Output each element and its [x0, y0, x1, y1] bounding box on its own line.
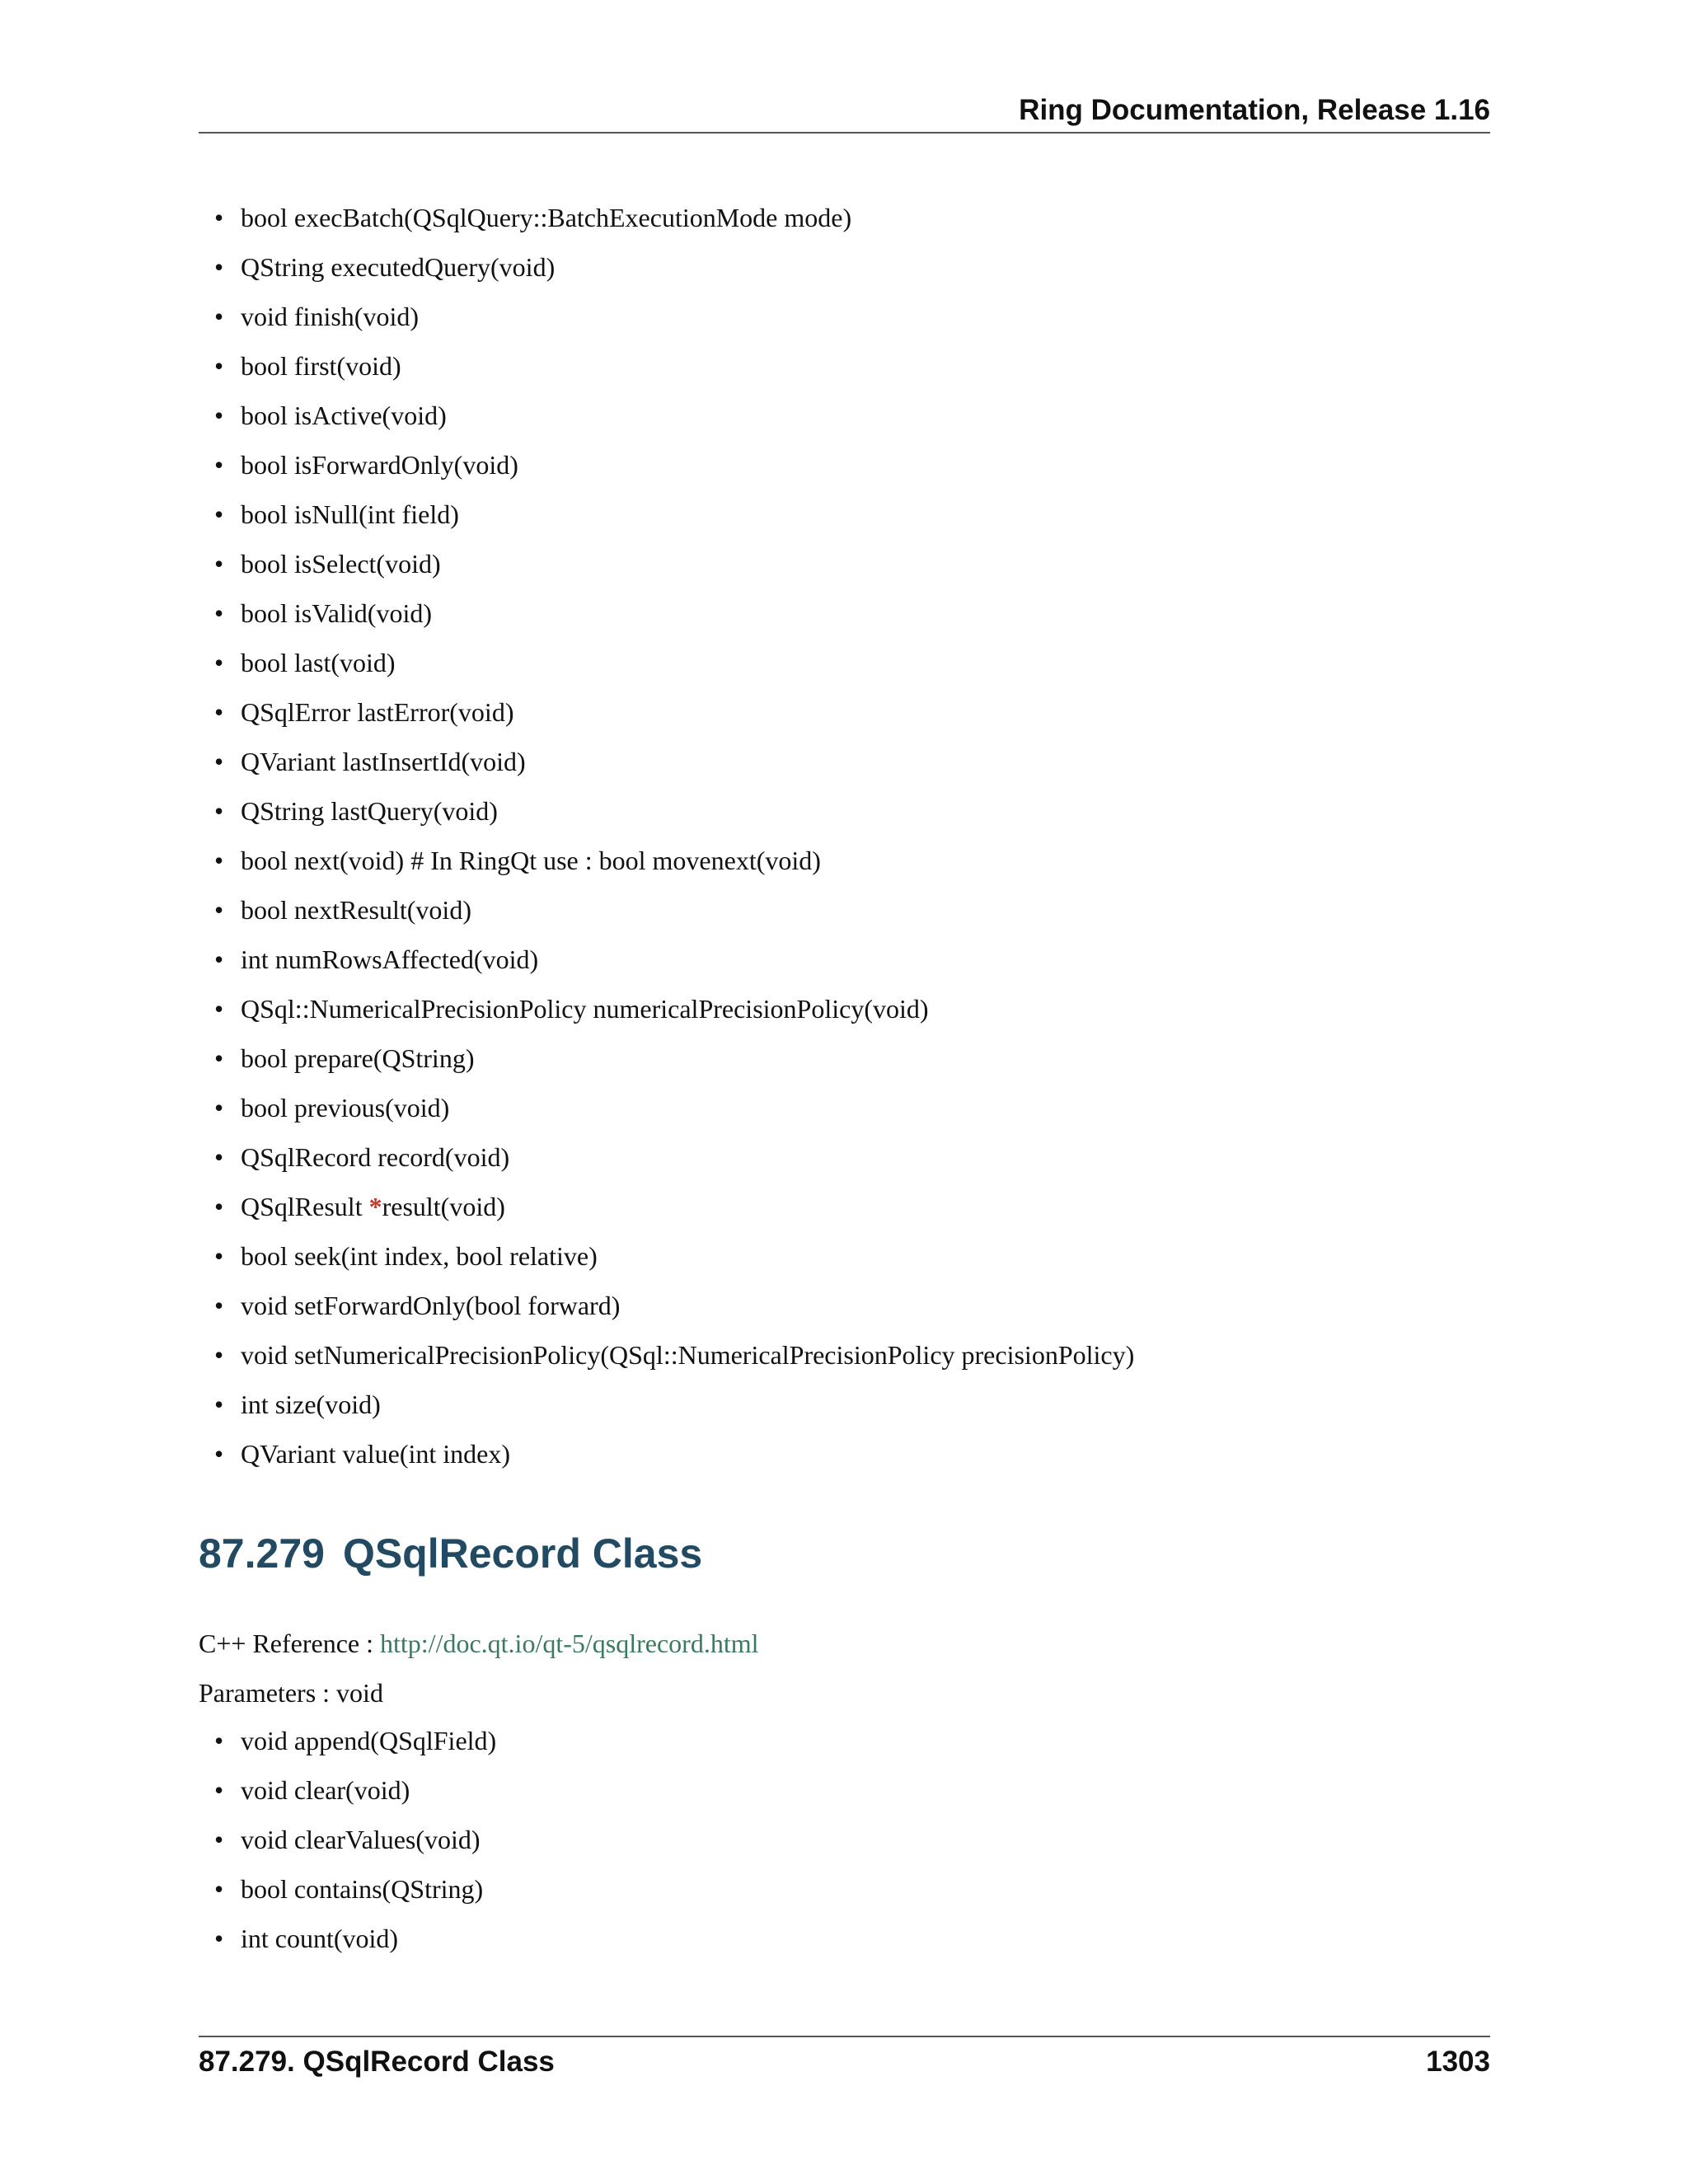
- bullet-icon: •: [214, 1340, 224, 1370]
- bullet-icon: •: [214, 648, 224, 677]
- method-item: • bool previous(void): [241, 1083, 1134, 1132]
- bullet-icon: •: [214, 846, 224, 875]
- method-item: • bool contains(QString): [241, 1864, 496, 1914]
- method-item: • QSql::NumericalPrecisionPolicy numericalPrecisionPolicy(void): [241, 984, 1134, 1033]
- bullet-icon: •: [214, 994, 224, 1024]
- bullet-icon: •: [214, 1775, 224, 1805]
- bullet-icon: •: [214, 796, 224, 826]
- section-title: QSqlRecord Class: [342, 1530, 703, 1577]
- bullet-icon: •: [214, 203, 224, 232]
- method-item: • int count(void): [241, 1914, 496, 1963]
- method-item: • bool isActive(void): [241, 391, 1134, 440]
- bullet-icon: •: [214, 1043, 224, 1073]
- bullet-icon: •: [214, 549, 224, 579]
- bullet-icon: •: [214, 1142, 224, 1172]
- bullet-icon: •: [214, 450, 224, 480]
- bullet-icon: •: [214, 351, 224, 381]
- method-item: • bool first(void): [241, 341, 1134, 391]
- method-item: • void append(QSqlField): [241, 1716, 496, 1765]
- qsqlquery-method-list: [214, 193, 1135, 1479]
- method-item: • QSqlResult *result(void): [241, 1182, 1134, 1231]
- bullet-icon: •: [214, 1874, 224, 1904]
- page-number: 1303: [1426, 2046, 1490, 2078]
- method-item: • int numRowsAffected(void): [241, 935, 1134, 984]
- method-item: • bool isForwardOnly(void): [241, 440, 1134, 490]
- bullet-icon: •: [214, 252, 224, 282]
- method-item: • QSqlRecord record(void): [241, 1132, 1134, 1182]
- method-item: • QVariant value(int index): [241, 1429, 1134, 1479]
- method-item: • bool prepare(QString): [241, 1033, 1134, 1083]
- qsqlrecord-method-list: [214, 1716, 497, 1963]
- section-number: 87.279: [199, 1530, 325, 1577]
- bullet-icon: •: [214, 302, 224, 331]
- bullet-icon: •: [214, 1439, 224, 1469]
- method-item: • bool next(void) # In RingQt use : bool movenext(void): [241, 836, 1134, 885]
- section-heading: [199, 1530, 702, 1577]
- document-title: Ring Documentation, Release 1.16: [1019, 94, 1490, 126]
- bullet-icon: •: [214, 1291, 224, 1320]
- method-item: • void setForwardOnly(bool forward): [241, 1281, 1134, 1330]
- method-item: • QVariant lastInsertId(void): [241, 737, 1134, 786]
- cpp-reference-label: C++ Reference :: [199, 1629, 380, 1658]
- method-item: • bool execBatch(QSqlQuery::BatchExecutionMode mode): [241, 193, 1134, 242]
- method-item: • bool seek(int index, bool relative): [241, 1231, 1134, 1281]
- method-item: • QSqlError lastError(void): [241, 687, 1134, 737]
- bullet-icon: •: [214, 1093, 224, 1122]
- bullet-icon: •: [214, 944, 224, 974]
- method-item: • void clearValues(void): [241, 1815, 496, 1864]
- bullet-icon: •: [214, 401, 224, 430]
- method-item: • void clear(void): [241, 1765, 496, 1815]
- method-item: • bool last(void): [241, 638, 1134, 687]
- bullet-icon: •: [214, 1241, 224, 1271]
- bullet-icon: •: [214, 499, 224, 529]
- method-item: • void setNumericalPrecisionPolicy(QSql::NumericalPrecisionPolicy precisionPolicy): [241, 1330, 1134, 1380]
- page-footer: [199, 2036, 1490, 2087]
- method-item: • bool nextResult(void): [241, 885, 1134, 935]
- bullet-icon: •: [214, 1924, 224, 1953]
- bullet-icon: •: [214, 747, 224, 776]
- method-item: • bool isSelect(void): [241, 539, 1134, 588]
- bullet-icon: •: [214, 697, 224, 727]
- pointer-asterisk: *: [368, 1192, 382, 1221]
- bullet-icon: •: [214, 895, 224, 925]
- cpp-reference: [199, 1625, 759, 1661]
- bullet-icon: •: [214, 1192, 224, 1221]
- parameters-text: Parameters : void: [199, 1678, 383, 1708]
- method-item: • void finish(void): [241, 292, 1134, 341]
- bullet-icon: •: [214, 1825, 224, 1854]
- method-item: • bool isNull(int field): [241, 490, 1134, 539]
- bullet-icon: •: [214, 1726, 224, 1755]
- footer-section-label: 87.279. QSqlRecord Class: [199, 2046, 555, 2078]
- method-item: • QString lastQuery(void): [241, 786, 1134, 836]
- cpp-reference-link[interactable]: http://doc.qt.io/qt-5/qsqlrecord.html: [380, 1629, 759, 1658]
- bullet-icon: •: [214, 598, 224, 628]
- method-item: • int size(void): [241, 1380, 1134, 1429]
- bullet-icon: •: [214, 1390, 224, 1419]
- method-item: • bool isValid(void): [241, 588, 1134, 638]
- method-item: • QString executedQuery(void): [241, 242, 1134, 292]
- page-header: [199, 89, 1490, 134]
